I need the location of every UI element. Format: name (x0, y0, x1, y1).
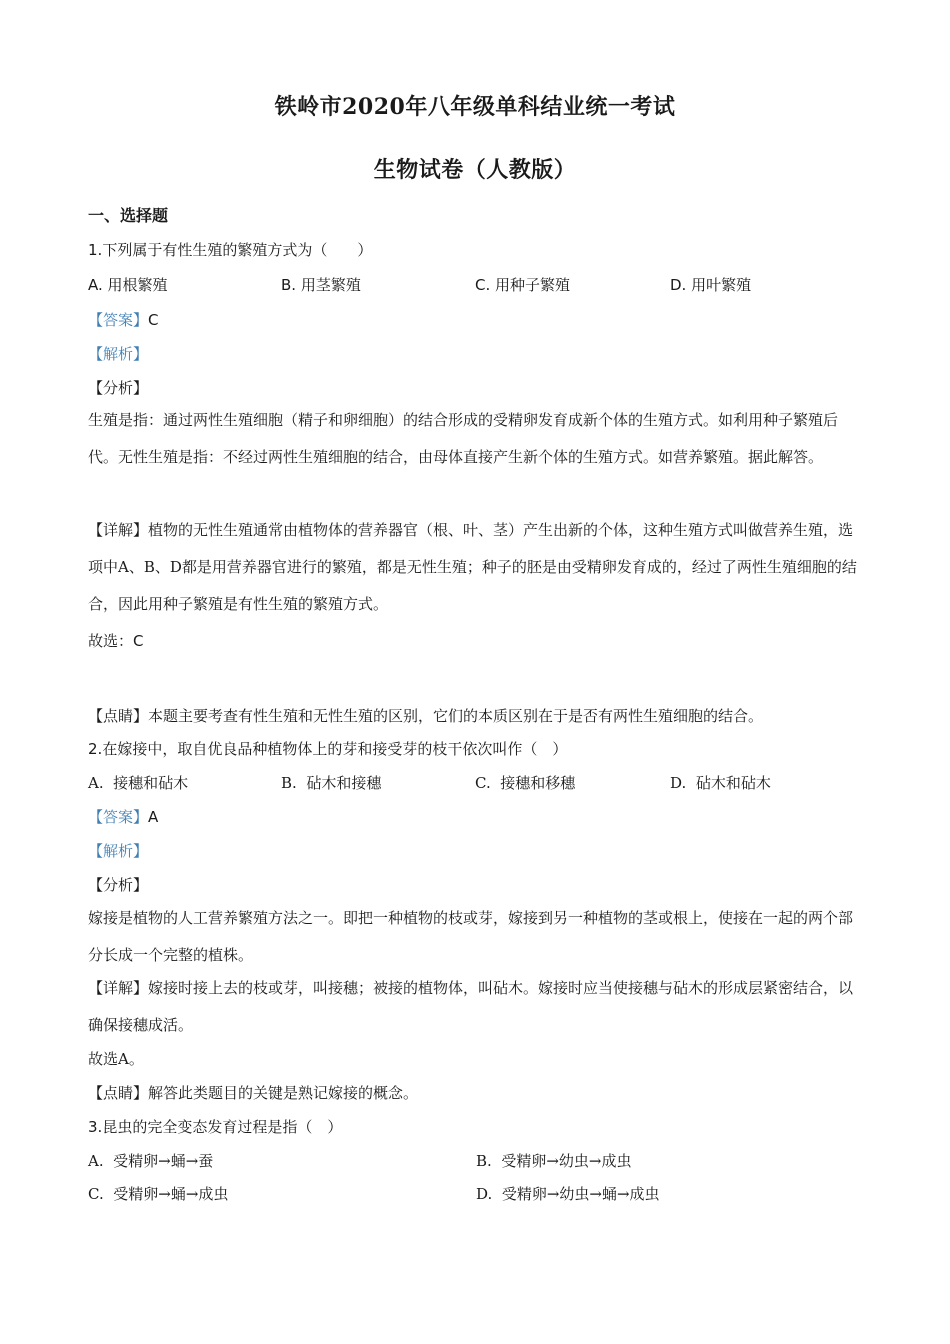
q2-answer: 【答案】A (88, 808, 159, 826)
q3-stem-text: 昆虫的完全变态发育过程是指（ ） (102, 1118, 343, 1136)
exam-subtitle: 生物试卷（人教版） (373, 157, 577, 183)
q2-stem-text: 在嫁接中，取自优良品种植物体上的芽和接受芽的枝干依次叫作（ ） (102, 740, 568, 758)
q2-option-c: C. 接穗和移穗 (475, 774, 576, 792)
q1-stem (88, 240, 372, 260)
q1-option-b: B. 用茎繁殖 (281, 276, 361, 294)
q3-options-row2 (88, 1184, 868, 1204)
q1-stem-text: 下列属于有性生殖的繁殖方式为（ ） (102, 241, 373, 259)
q1-fenxi-text: 生殖是指：通过两性生殖细胞（精子和卵细胞）的结合形成的受精卵发育成新个体的生殖方式。如利用种子繁殖后代。无性生殖是指：不经过两性生殖细胞的结合，由母体直接产生新个体的生殖方式。如营养繁殖。据此解答。 (88, 411, 839, 466)
q2-number: 2. (88, 740, 103, 758)
section-heading: 一、选择题 (88, 206, 169, 225)
q2-dianjing-text: 解答此类题目的关键是熟记嫁接的概念。 (148, 1084, 419, 1102)
q2-dianjing: 【点睛】解答此类题目的关键是熟记嫁接的概念。 (88, 1084, 419, 1102)
q3-option-d: D. 受精卵→幼虫→蛹→成虫 (476, 1185, 660, 1203)
q1-option-a: A. 用根繁殖 (88, 276, 168, 294)
q1-xiangjie: 【详解】植物的无性生殖通常由植物体的营养器官（根、叶、茎）产生出新的个体，这种生殖方式叫做营养生殖，选项中A、B、D都是用营养器官进行的繁殖，都是无性生殖；种子的胚是由受精卵发育成的，经过了两性生殖细胞的结合，因此用种子繁殖是有性生殖的繁殖方式。 (88, 521, 857, 613)
q1-answer-value: C (148, 311, 159, 329)
q1-xiangjie-text: 植物的无性生殖通常由植物体的营养器官（根、叶、茎）产生出新的个体，这种生殖方式叫做营养生殖，选项中A、B、D都是用营养器官进行的繁殖，都是无性生殖；种子的胚是由受精卵发育成的，经过了两性生殖细胞的结合，因此用种子繁殖是有性生殖的繁殖方式。 (88, 521, 857, 613)
q3-stem (88, 1117, 342, 1137)
q2-option-b: B. 砧木和接穗 (281, 774, 382, 792)
q2-option-a: A. 接穗和砧木 (88, 774, 189, 792)
q3-option-c: C. 受精卵→蛹→成虫 (88, 1185, 229, 1203)
q1-number: 1. (88, 241, 103, 259)
q1-answer: 【答案】C (88, 311, 159, 329)
q2-jiexi-label: 【解析】 (88, 842, 149, 860)
q2-answer-value: A (148, 808, 159, 826)
q1-fenxi-label: 【分析】 (88, 379, 149, 397)
q1-option-c: C. 用种子繁殖 (475, 276, 571, 294)
q2-fenxi-text: 嫁接是植物的人工营养繁殖方法之一。即把一种植物的枝或芽，嫁接到另一种植物的茎或根上，使接在一起的两个部分长成一个完整的植株。 (88, 909, 854, 964)
q2-stem (88, 739, 567, 759)
q3-option-b: B. 受精卵→幼虫→成虫 (476, 1152, 632, 1170)
q3-option-a: A. 受精卵→蛹→蚕 (88, 1152, 214, 1170)
q2-fenxi-label: 【分析】 (88, 876, 149, 894)
q2-xiangjie-text: 嫁接时接上去的枝或芽，叫接穗；被接的植物体，叫砧木。嫁接时应当使接穗与砧木的形成层紧密结合，以确保接穗成活。 (88, 979, 854, 1034)
q2-guxuan: 故选A。 (88, 1050, 144, 1068)
q1-guxuan: 故选：C (88, 632, 144, 650)
q2-option-d: D. 砧木和砧木 (670, 774, 771, 792)
q2-options (88, 773, 868, 793)
q1-option-d: D. 用叶繁殖 (670, 276, 752, 294)
q1-jiexi-label: 【解析】 (88, 345, 149, 363)
q1-dianjing-text: 本题主要考查有性生殖和无性生殖的区别，它们的本质区别在于是否有两性生殖细胞的结合。 (148, 707, 764, 725)
q1-options (88, 275, 868, 295)
exam-title: 铁岭市2020年八年级单科结业统一考试 (274, 94, 676, 120)
q1-dianjing: 【点睛】本题主要考查有性生殖和无性生殖的区别，它们的本质区别在于是否有两性生殖细胞的结合。 (88, 707, 764, 725)
q2-xiangjie: 【详解】嫁接时接上去的枝或芽，叫接穗；被接的植物体，叫砧木。嫁接时应当使接穗与砧木的形成层紧密结合，以确保接穗成活。 (88, 979, 854, 1034)
q3-number: 3. (88, 1118, 103, 1136)
q3-options-row1 (88, 1151, 868, 1171)
